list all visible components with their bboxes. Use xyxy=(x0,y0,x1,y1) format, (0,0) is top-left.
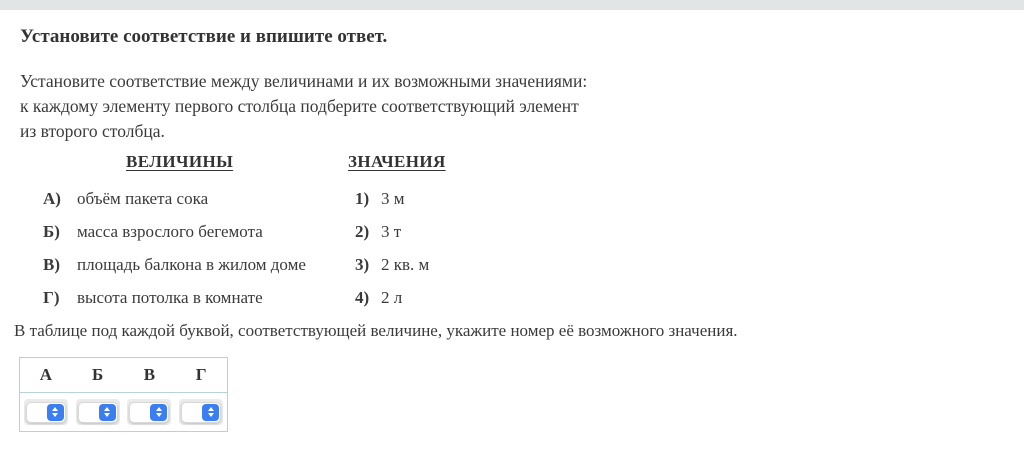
item-value: 3 т xyxy=(381,222,402,241)
answer-cell-v xyxy=(124,399,176,425)
answer-select-g[interactable] xyxy=(179,399,223,425)
select-stepper-icon[interactable] xyxy=(99,404,116,421)
item-number: 2) xyxy=(355,222,370,241)
values-column-header: ЗНАЧЕНИЯ xyxy=(348,152,446,171)
answer-column-g: Г xyxy=(195,365,207,384)
item-quantity: высота потолка в комнате xyxy=(77,288,263,307)
item-number: 1) xyxy=(355,189,370,208)
answer-select-a[interactable] xyxy=(24,399,68,425)
item-letter: Б) xyxy=(43,222,60,241)
match-list xyxy=(0,189,1024,321)
select-value-b xyxy=(78,402,118,423)
answer-table-selects-row xyxy=(20,393,227,431)
answer-note: В таблице под каждой буквой, соответствующей величине, укажите номер её возможного значения. xyxy=(14,321,738,340)
answer-column-a: А xyxy=(39,365,53,384)
task-instructions xyxy=(20,69,587,144)
top-strip xyxy=(0,0,1024,10)
chevron-up-icon xyxy=(104,407,110,411)
chevron-down-icon xyxy=(156,413,162,417)
match-row-b xyxy=(0,222,1024,255)
chevron-down-icon xyxy=(52,413,58,417)
item-value: 2 л xyxy=(381,288,403,307)
match-row-g xyxy=(0,288,1024,321)
answer-cell-a xyxy=(20,399,72,425)
item-quantity: объём пакета сока xyxy=(77,189,209,208)
item-letter: Г) xyxy=(43,288,60,307)
select-stepper-icon[interactable] xyxy=(202,404,219,421)
instruction-line: Установите соответствие между величинами и их возможными значениями: xyxy=(20,71,588,91)
instruction-line: к каждому элементу первого столбца подберите соответствующий элемент xyxy=(20,96,579,116)
select-stepper-icon[interactable] xyxy=(47,404,64,421)
chevron-down-icon xyxy=(104,413,110,417)
match-row-a xyxy=(0,189,1024,222)
chevron-up-icon xyxy=(52,407,58,411)
answer-column-v: В xyxy=(143,365,156,384)
item-value: 2 кв. м xyxy=(381,255,430,274)
answer-column-b: Б xyxy=(92,365,104,384)
instruction-line: из второго столбца. xyxy=(20,121,165,141)
chevron-down-icon xyxy=(208,413,214,417)
page-title: Установите соответствие и впишите ответ. xyxy=(20,26,388,47)
answer-cell-g xyxy=(175,399,227,425)
item-value: 3 м xyxy=(381,189,405,208)
quantities-column-header: ВЕЛИЧИНЫ xyxy=(126,152,234,171)
chevron-up-icon xyxy=(208,407,214,411)
answer-cell-b xyxy=(72,399,124,425)
item-quantity: площадь балкона в жилом доме xyxy=(77,255,306,274)
answer-select-b[interactable] xyxy=(76,399,120,425)
item-number: 4) xyxy=(355,288,370,307)
answer-table xyxy=(19,357,228,432)
match-column-headers xyxy=(0,152,1024,174)
answer-table-header-row xyxy=(20,358,227,393)
answer-select-v[interactable] xyxy=(127,399,171,425)
select-value-g xyxy=(181,402,221,423)
match-row-v xyxy=(0,255,1024,288)
select-value-v xyxy=(129,402,169,423)
item-quantity: масса взрослого бегемота xyxy=(77,222,263,241)
chevron-up-icon xyxy=(156,407,162,411)
select-value-a xyxy=(26,402,66,423)
item-letter: А) xyxy=(43,189,61,208)
item-letter: В) xyxy=(43,255,60,274)
select-stepper-icon[interactable] xyxy=(150,404,167,421)
item-number: 3) xyxy=(355,255,370,274)
